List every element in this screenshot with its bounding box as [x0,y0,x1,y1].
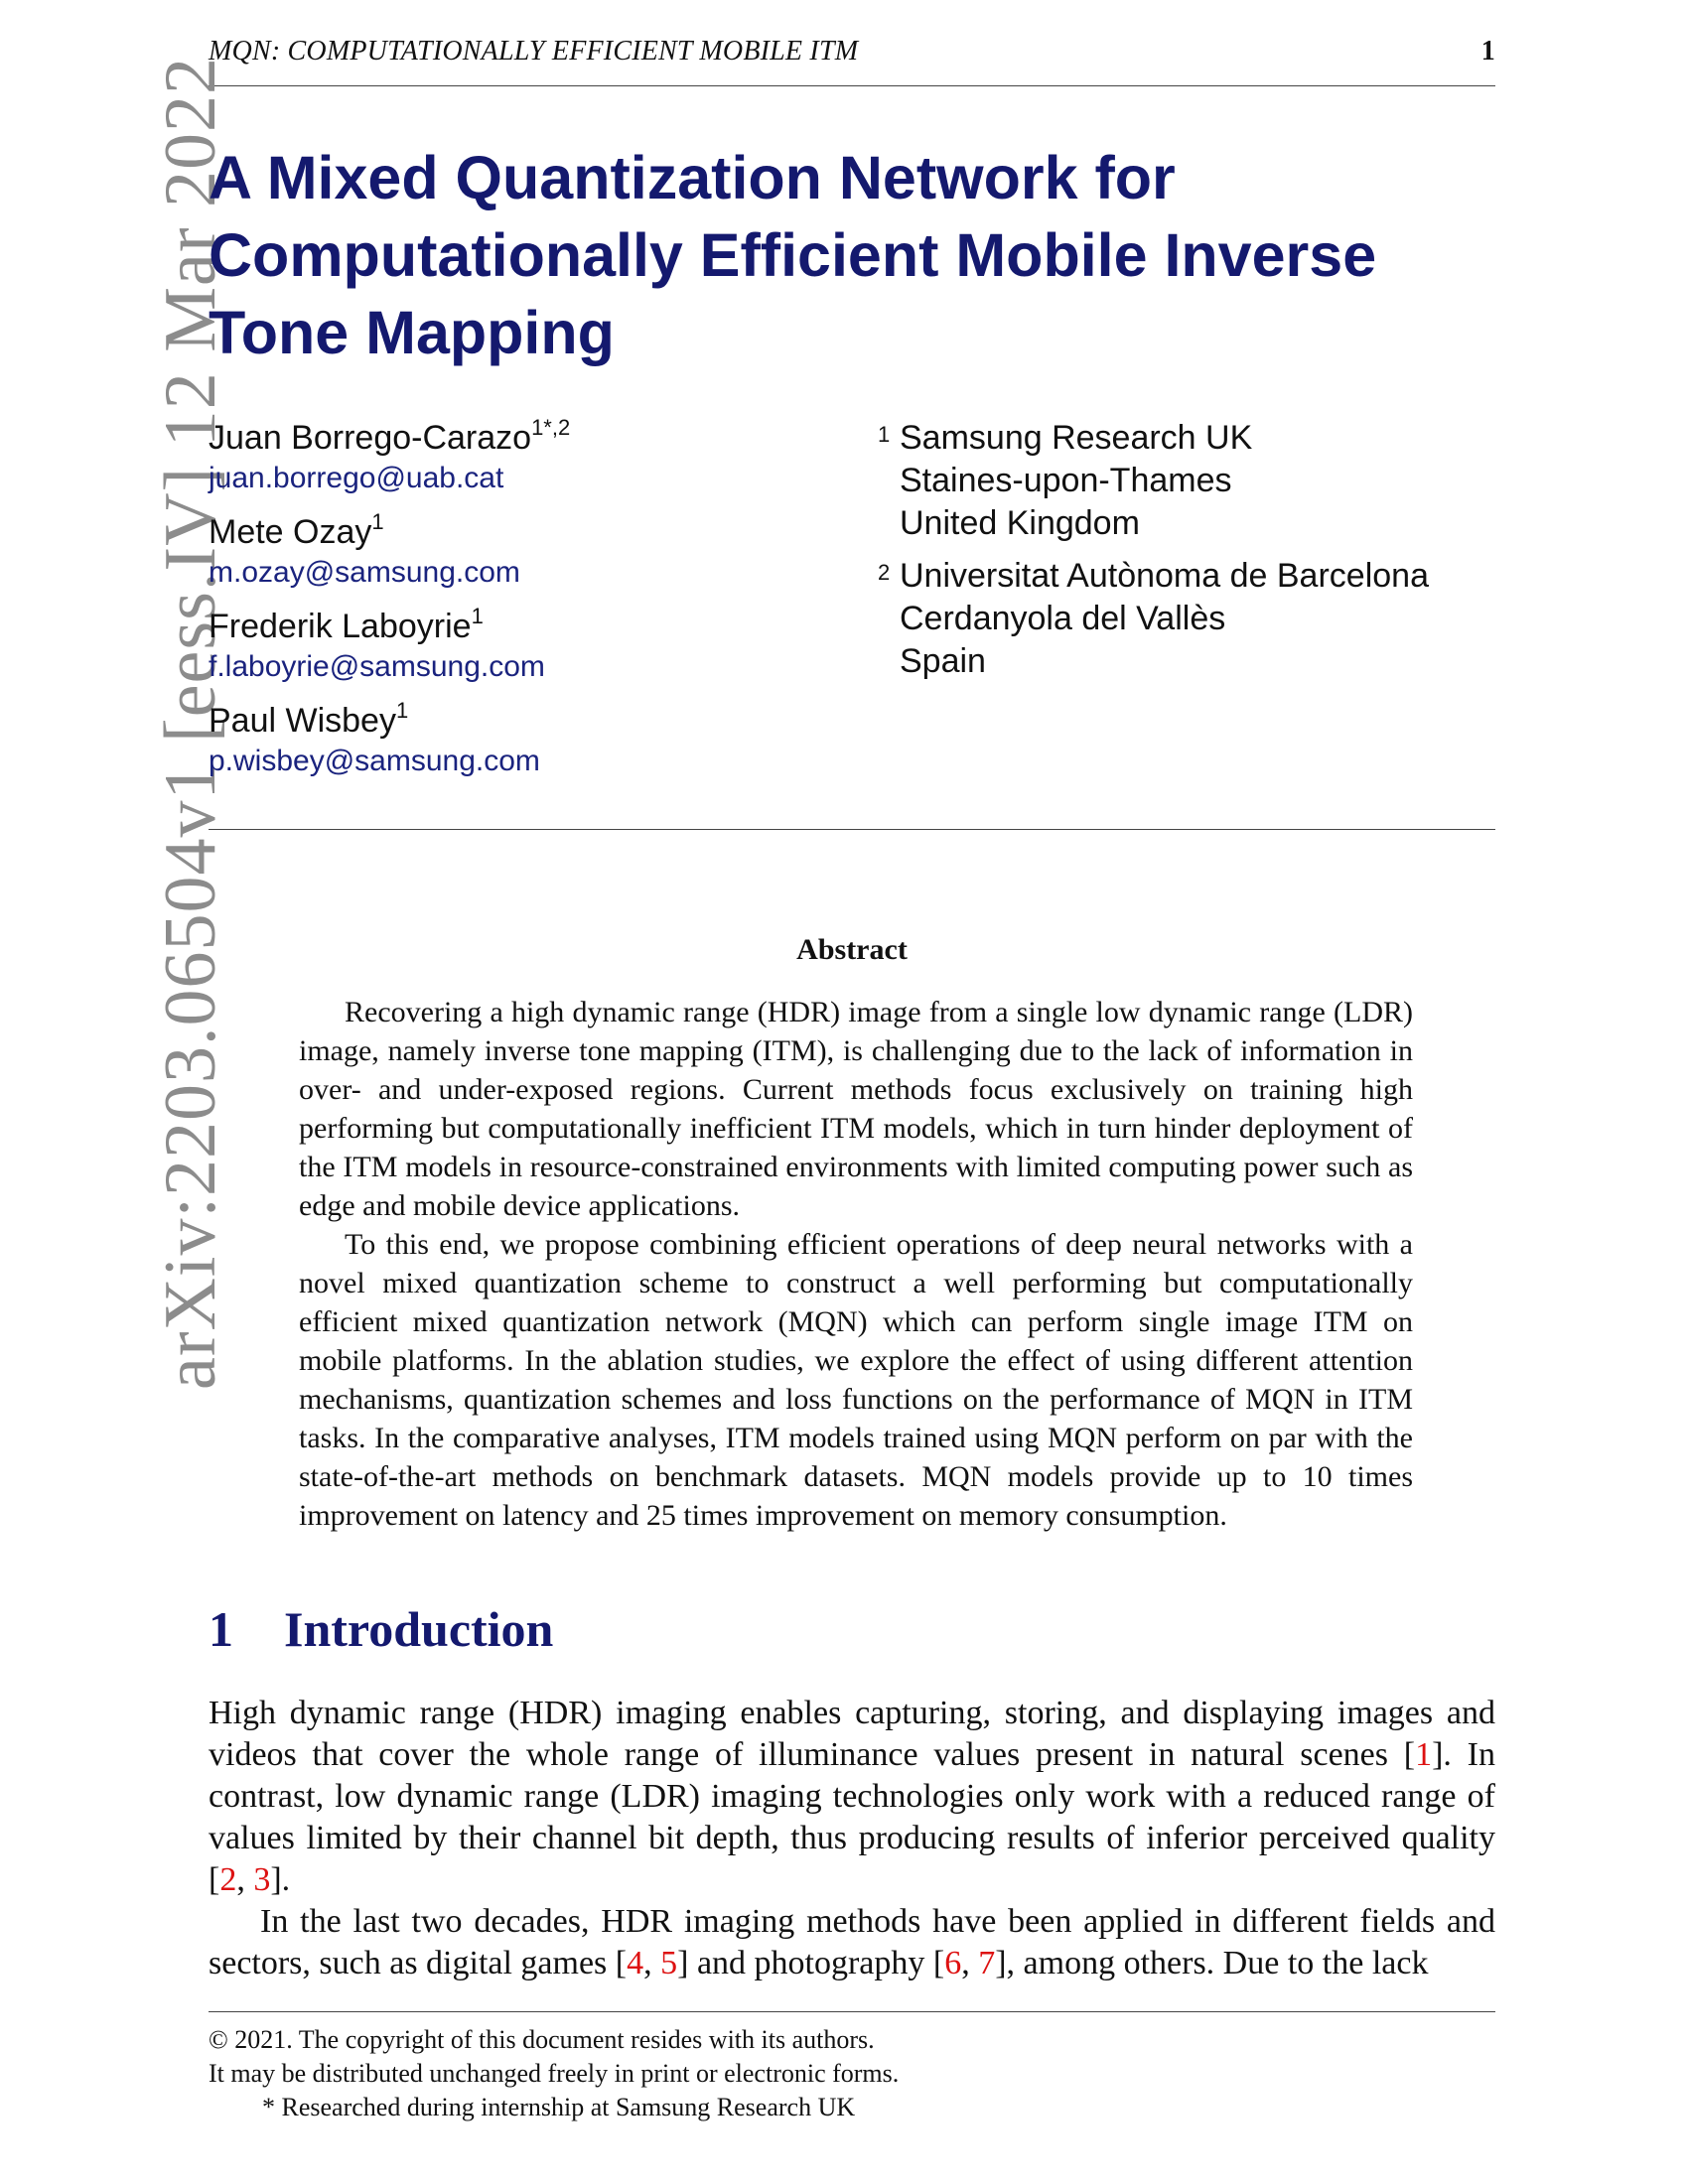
affiliation-line: Universitat Autònoma de Barcelona [900,557,1429,595]
running-head [209,36,1495,68]
citation-link[interactable]: 1 [1415,1736,1433,1773]
citation-link[interactable]: 6 [944,1945,962,1981]
affiliation-line: Spain [900,642,986,680]
affiliation-entry [878,555,1429,683]
distribution-line: It may be distributed unchanged freely in print or electronic forms. [209,2059,900,2088]
arxiv-stamp: arXiv:2203.06504v1 [eess.IV] 12 Mar 2022 [150,57,231,1390]
affiliation-list [878,417,1429,693]
copyright-line: © 2021. The copyright of this document resides with its authors. [209,2025,875,2054]
body-paragraph: In the last two decades, HDR imaging methods have been applied in different fields and sectors, such as digital games [4, 5] and photography [6, 7], among others. Due to the lack [209,1903,1495,1981]
author-affiliation-mark: 1 [395,698,409,723]
author-entry [209,511,570,593]
citation-link[interactable]: 2 [219,1861,237,1898]
running-head-title: MQN: COMPUTATIONALLY EFFICIENT MOBILE ITM [209,36,859,67]
abstract-body [299,993,1413,1535]
section-divider [209,829,1495,830]
author-entry [209,606,570,687]
author-email-link[interactable]: f.laboyrie@samsung.com [209,650,545,683]
affiliation-entry [878,417,1429,545]
footnotes [209,2023,899,2124]
section-number: 1 [209,1601,233,1657]
citation-link[interactable]: 5 [660,1945,678,1981]
section-heading [209,1600,553,1658]
citation-link[interactable]: 7 [978,1945,996,1981]
author-list [209,417,570,794]
author-name: Juan Borrego-Carazo [209,419,532,457]
affiliation-mark: 1 [878,422,891,447]
affiliation-line: Cerdanyola del Vallès [900,600,1226,637]
citation-link[interactable]: 3 [253,1861,271,1898]
author-name: Paul Wisbey [209,702,396,740]
author-affiliation-mark: 1 [471,604,484,628]
author-email-link[interactable]: m.ozay@samsung.com [209,556,520,589]
affiliation-mark: 2 [878,560,891,585]
author-affiliation-mark: 1*,2 [531,415,571,440]
abstract-paragraph: Recovering a high dynamic range (HDR) image from a single low dynamic range (LDR) image, namely inverse tone mapping (ITM), is challenging due to the lack of information in over- and under-exposed regions. Current methods focus exclusively on training high performing but computationally inefficient ITM models, which in turn hinder deployment of the ITM models in resource-constrained environments with limited computing power such as edge and mobile device applications. [299,996,1413,1222]
affiliation-line: United Kingdom [900,504,1140,542]
page-number: 1 [1480,36,1495,67]
author-entry [209,700,570,781]
paper-title [209,139,1499,371]
abstract-paragraph: To this end, we propose combining efficient operations of deep neural networks with a novel mixed quantization scheme to construct a well performing but computationally efficient mixed quantization network (MQN) which can perform single image ITM on mobile platforms. In the ablation studies, we explore the effect of using different attention mechanisms, quantization schemes and loss functions on the performance of MQN in ITM tasks. In the comparative analyses, ITM models trained using MQN perform on par with the state-of-the-art methods on benchmark datasets. MQN models provide up to 10 times improvement on latency and 25 times improvement on memory consumption. [299,1228,1413,1532]
affiliation-line: Staines-upon-Thames [900,462,1232,499]
abstract-heading: Abstract [796,933,908,966]
introduction-body [209,1693,1495,1984]
author-name: Frederik Laboyrie [209,608,472,645]
author-name: Mete Ozay [209,513,372,551]
section-title: Introduction [284,1601,554,1657]
body-paragraph: High dynamic range (HDR) imaging enables capturing, storing, and displaying images and videos that cover the whole range of illuminance values present in natural scenes [1]. In contrast, low dynamic range (LDR) imaging technologies only work with a reduced range of values limited by their channel bit depth, thus producing results of inferior perceived quality [2, 3]. [209,1695,1496,1898]
affiliation-line: Samsung Research UK [900,419,1253,457]
author-entry [209,417,570,498]
internship-footnote: * Researched during internship at Samsung Research UK [262,2093,856,2121]
citation-link[interactable]: 4 [627,1945,644,1981]
header-rule [209,85,1495,86]
footnote-rule [209,2011,1495,2012]
author-email-link[interactable]: juan.borrego@uab.cat [209,462,504,494]
title-line: Tone Mapping [209,299,615,366]
title-line: Computationally Efficient Mobile Inverse [209,221,1377,289]
author-email-link[interactable]: p.wisbey@samsung.com [209,745,540,777]
author-affiliation-mark: 1 [371,509,384,534]
title-line: A Mixed Quantization Network for [209,144,1176,211]
